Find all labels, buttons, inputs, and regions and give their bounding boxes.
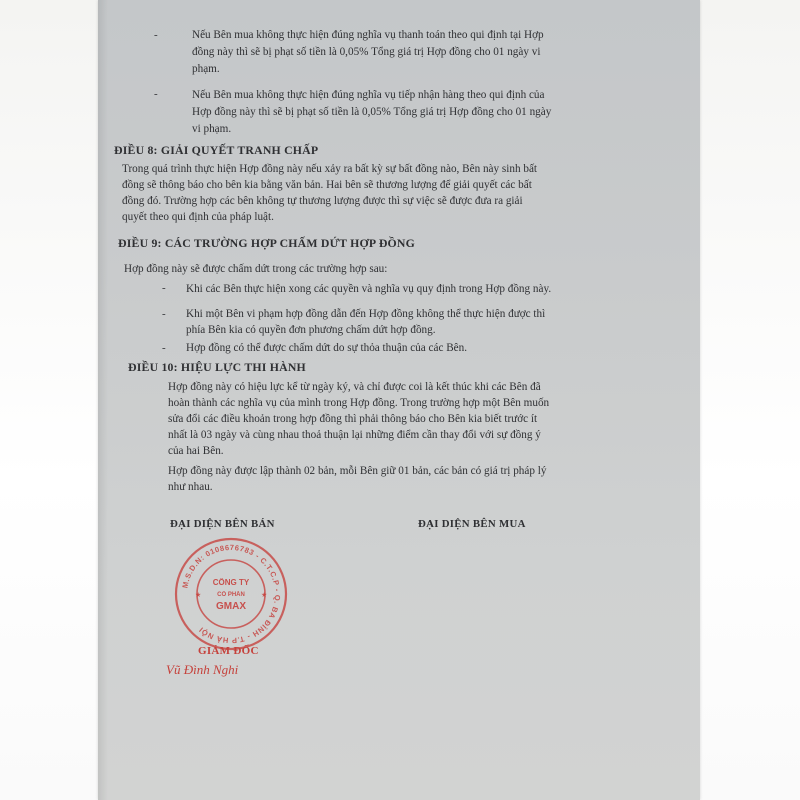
article-10-line: nhất là 03 ngày và cùng nhau thoả thuận lại những điểm cần thay đổi với sự đồng ý (168, 429, 541, 441)
stamp-outer-text: M.S.D.N: 0108676783 - C.T.C.P - Q. BA ĐÌNH - T.P HÀ NỘI (180, 542, 283, 646)
bullet-marker: - (162, 282, 166, 294)
article-9-heading: ĐIỀU 9: CÁC TRƯỜNG HỢP CHẤM DỨT HỢP ĐỒNG (118, 236, 416, 250)
svg-text:★: ★ (195, 591, 202, 599)
bullet-line: vi phạm. (192, 123, 232, 135)
article-10-line: hoàn thành các nghĩa vụ của mình trong Hợp đồng. Trong trường hợp một Bên muốn (168, 397, 550, 409)
bullet-line: đồng này thì sẽ bị phạt số tiền là 0,05% Tổng giá trị Hợp đồng cho 01 ngày vi (192, 46, 541, 58)
stamp-inner-line: CÔNG TY (212, 578, 250, 587)
seller-representative-label: ĐẠI DIỆN BÊN BÁN (170, 518, 275, 530)
bullet-line: Hợp đồng này thì sẽ bị phạt số tiền là 0,05% Tổng giá trị Hợp đồng cho 01 ngày (192, 106, 552, 118)
buyer-representative-label: ĐẠI DIỆN BÊN MUA (418, 518, 526, 530)
stamp-inner-line: CỔ PHẦN (217, 592, 245, 598)
stamp-inner-line: GMAX (216, 601, 246, 612)
bullet-marker: - (154, 29, 158, 41)
article-8-line: đồng sẽ thông báo cho bên kia bằng văn bản. Hai bên sẽ thương lượng để giải quyết các bất (122, 179, 532, 191)
article-9-item: phía Bên kia có quyền đơn phương chấm dứt hợp đồng. (186, 324, 436, 336)
bullet-line: phạm. (192, 63, 220, 75)
bullet-marker: - (162, 308, 166, 320)
article-10-line: như nhau. (168, 481, 213, 493)
article-10-line: của hai Bên. (168, 445, 224, 457)
company-seal-stamp (172, 535, 290, 653)
article-9-item: Khi một Bên vi phạm hợp đồng dẫn đến Hợp đồng không thể thực hiện được thì (186, 308, 546, 320)
bullet-marker: - (154, 88, 158, 100)
article-8-line: Trong quá trình thực hiện Hợp đồng này nếu xảy ra bất kỳ sự bất đồng nào, Bên này sinh bất (122, 163, 538, 175)
article-8-heading: ĐIỀU 8: GIẢI QUYẾT TRANH CHẤP (114, 143, 319, 157)
page-edge-shadow (98, 0, 108, 800)
article-10-line: sửa đổi các điều khoản trong hợp đồng thì phải thông báo cho Bên kia biết trước ít (168, 413, 538, 425)
article-8-line: đồng đó. Trường hợp các bên không tự thương lượng được thì sự việc sẽ được đưa ra giải (122, 195, 523, 207)
document-page (98, 0, 700, 800)
article-8-line: quyết theo qui định của pháp luật. (122, 211, 274, 223)
director-name: Vũ Đình Nghi (166, 662, 239, 677)
article-9-item: Hợp đồng có thể được chấm dứt do sự thỏa thuận của các Bên. (186, 342, 468, 354)
article-9-intro: Hợp đồng này sẽ được chấm dứt trong các trường hợp sau: (124, 263, 388, 275)
article-10-line: Hợp đồng này có hiệu lực kể từ ngày ký, và chỉ được coi là kết thúc khi các Bên đã (168, 381, 541, 393)
article-10-heading: ĐIỀU 10: HIỆU LỰC THI HÀNH (128, 360, 306, 374)
article-9-item: Khi các Bên thực hiện xong các quyền và nghĩa vụ quy định trong Hợp đồng này. (186, 283, 552, 295)
director-title: GIÁM ĐỐC (198, 645, 259, 657)
bullet-line: Nếu Bên mua không thực hiện đúng nghĩa vụ thanh toán theo qui định tại Hợp (192, 29, 544, 41)
article-10-line: Hợp đồng này được lập thành 02 bản, mỗi Bên giữ 01 bản, các bản có giá trị pháp lý (168, 465, 547, 477)
bullet-line: Nếu Bên mua không thực hiện đúng nghĩa vụ tiếp nhận hàng theo qui định của (192, 89, 545, 101)
bullet-marker: - (162, 342, 166, 354)
svg-text:★: ★ (261, 591, 268, 599)
